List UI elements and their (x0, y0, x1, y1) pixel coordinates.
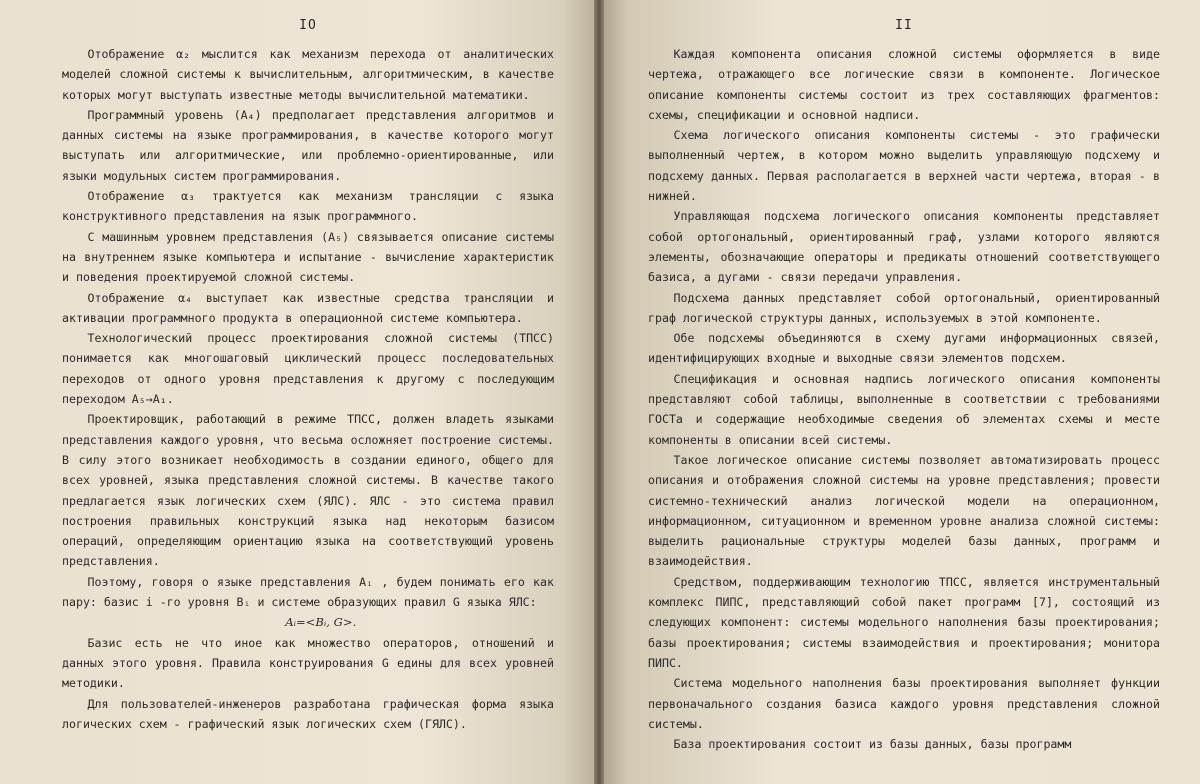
page-number: IO (299, 18, 317, 33)
page-text (648, 44, 1160, 754)
paragraph: База проектирования состоит из базы данных, базы программ (673, 737, 1072, 752)
paragraph: Программный уровень (A₄) предполагает представления алгоритмов и данных системы на языке программирования, в качестве которого могут выступать или алгоритмические, или проблемно-ориентированные, или языки модульных систем программирования. (62, 107, 554, 183)
paragraph: Обе подсхемы объединяются в схему дугами информационных связей, идентифицирующих входные и выходные связи элементов подсхем. (648, 331, 1160, 366)
paragraph: Для пользователей-инженеров разработана графическая форма языка логических схем - графический язык логических схем (ГЯЛС). (62, 696, 554, 731)
page-number: II (895, 18, 913, 33)
paragraph: Отображение α₃ трактуется как механизм трансляции с языка конструктивного представления на язык программного. (62, 189, 554, 224)
paragraph: Каждая компонента описания сложной системы оформляется в виде чертежа, отражающего все логические связи в компоненте. Логическое описание компоненты системы состоит из трех составляющих фрагментов: схемы, спецификации и основной надписи. (648, 47, 1160, 122)
paragraph: Система модельного наполнения базы проектирования выполняет функции первоначального создания базиса каждого уровня представления сложной системы. (648, 676, 1160, 731)
paragraph: Отображение α₄ выступает как известные средства трансляции и активации программного продукта в операционной системе компьютера. (62, 290, 554, 325)
paragraph: Технологический процесс проектирования сложной системы (ТПСС) понимается как многошаговый циклический процесс последовательных переходов от одного уровня представления к другому с последующим переходом A₅→A₁. (62, 331, 554, 407)
paragraph: Подсхема данных представляет собой ортогональный, ориентированный граф логической структуры данных, используемых в этой компоненте. (648, 290, 1160, 325)
left-page (0, 0, 598, 784)
paragraph: Поэтому, говоря о языке представления Aᵢ , будем понимать его как пару: базис i -го уровня Bᵢ и системе образующих правил G языка ЯЛС: (62, 574, 554, 610)
formula: Aᵢ=<Bᵢ, G>. (285, 615, 357, 630)
paragraph: Отображение α₂ мыслится как механизм перехода от аналитических моделей сложной системы к вычислительным, алгоритмическим, в качестве которых могут выступать известные методы вычислительной математики. (62, 47, 554, 102)
paragraph: Проектировщик, работающий в режиме ТПСС, должен владеть языками представления каждого уровня, что весьма осложняет построение системы. В силу этого возникает необходимость в создании единого, общего для всех уровней, языка представления сложной системы. В качестве такого предлагается язык логических схем (ЯЛС). ЯЛС - это система правил построения правильных конструкций языка над некоторым базисом операций, определяющим ориентацию языка на соответствующий уровень представления. (62, 412, 554, 569)
paragraph: Средством, поддерживающим технологию ТПСС, является инструментальный комплекс ПИПС, представляющий собой пакет программ [7], состоящий из следующих компонент: системы модельного наполнения базы проектирования; базы проектирования; системы взаимодействия и проектирования; монитора ПИПС. (648, 574, 1160, 670)
paragraph: Спецификация и основная надпись логического описания компоненты представляют собой таблицы, выполненные в соответствии с требованиями ГОСТа и содержащие необходимые сведения об элементах схемы и месте компоненты в описании всей системы. (648, 371, 1160, 447)
paragraph: С машинным уровнем представления (A₅) связывается описание системы на внутреннем языке компьютера и испытание - вычисление характеристик и поведения проектируемой сложной системы. (62, 229, 554, 285)
paragraph: Базис есть не что иное как множество операторов, отношений и данных этого уровня. Правила конструирования G едины для всех уровней методики. (62, 635, 554, 691)
book-gutter (594, 0, 604, 784)
paragraph: Схема логического описания компоненты системы - это графически выполненный чертеж, в котором можно выделить управляющую подсхему и подсхему данных. Первая располагается в верхней части чертежа, вторая - в нижней. (648, 128, 1160, 204)
page-text (62, 44, 554, 734)
paragraph: Управляющая подсхема логического описания компоненты представляет собой ортогональный, ориентированный граф, узлами которого являются элементы, обозначающие операторы и предикаты отношений соответствующего базиса, а дугами - связи передачи управления. (648, 209, 1160, 285)
paragraph: Такое логическое описание системы позволяет автоматизировать процесс описания и отображения сложной системы на уровне представления; провести системно-технический анализ логической модели на операционном, информационном, ситуационном и временном уровне анализа сложной системы: выделить рациональные структуры моделей базы данных, программ и взаимодействия. (648, 452, 1160, 569)
right-page (598, 0, 1200, 784)
